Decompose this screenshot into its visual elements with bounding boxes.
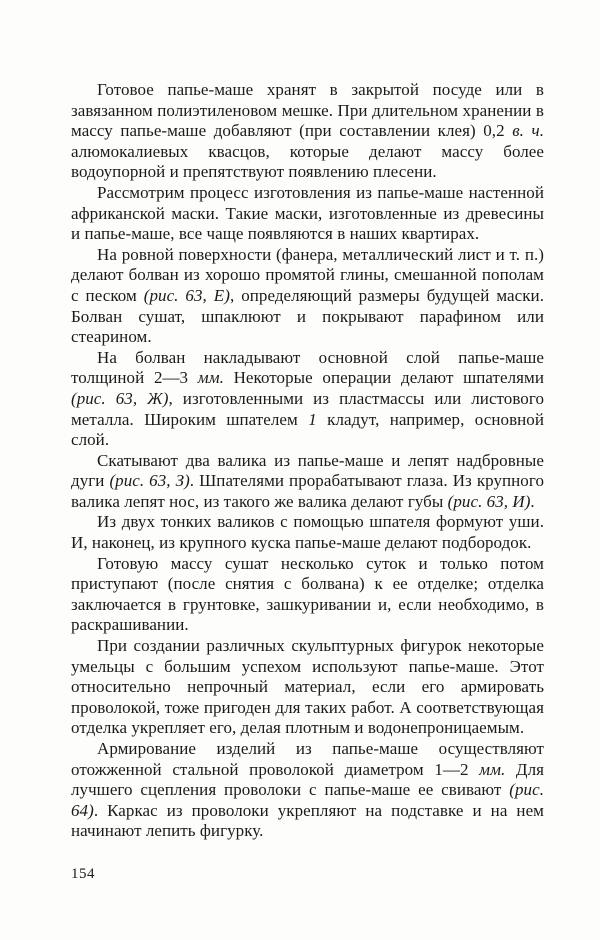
italic-reference: в. ч. xyxy=(512,121,544,141)
page-number: 154 xyxy=(71,866,95,882)
text-run: На болван накладывают основной слой папье-маше толщиной 2—3 xyxy=(71,347,549,388)
text-run: . Каркас из проволоки укрепляют на подставке и на нем начинают лепить фигурку. xyxy=(71,800,549,841)
italic-reference: 1 xyxy=(308,409,317,429)
text-run: . Шпателями прорабатывают глаза. Из крупного валика лепят нос, из такого же валика делают губы xyxy=(71,471,549,511)
text-run: Из двух тонких валиков с помощью шпателя формуют уши. И, наконец, из крупного куска папье-маше делают подбородок. xyxy=(71,512,549,553)
paragraph xyxy=(71,80,549,183)
body-text xyxy=(71,80,549,842)
italic-reference: (рис. 63, И) xyxy=(447,491,531,511)
italic-reference: (рис. 64) xyxy=(71,780,544,820)
paragraph xyxy=(71,347,549,451)
text-run: Рассмотрим процесс изготовления из папье-маше настенной африканской маски. Такие маски, изготовленные из древесины и папье-маше, все чаще появляются в наших квартирах. xyxy=(71,182,549,244)
text-run: , определяющий размеры будущей маски. Болван сушат, шпаклюют и покрывают парафином или стеарином. xyxy=(71,285,549,347)
text-run: алюмокалиевых квасцов, которые делают массу более водоупорной и препятствуют появлению плесени. xyxy=(71,121,549,182)
italic-reference: мм. xyxy=(197,368,224,388)
text-run: Некоторые операции делают шпателями xyxy=(223,368,549,388)
paragraph xyxy=(71,553,549,636)
italic-reference: (рис. 63, З) xyxy=(109,471,190,491)
text-run: Для лучшего сцепления проволоки с папье-маше ее свивают xyxy=(71,759,549,800)
text-run: . xyxy=(530,491,535,511)
text-run: Армирование изделий из папье-маше осуществляют отожженной стальной проволокой диаметром 1—2 xyxy=(71,739,549,779)
text-run: , изготовленными из пластмассы или листового металла. Широким шпателем xyxy=(71,388,549,429)
text-run: Скатывают два валика из папье-маше и лепят надбровные дуги xyxy=(71,450,549,491)
italic-reference: (рис. 63, Ж) xyxy=(71,388,169,408)
text-run: При создании различных скульптурных фигурок некоторые умельцы с большим успехом используют папье-маше. Этот относительно непрочный материал, если его армировать проволокой, тоже пригоден для таких работ. А соответствующая отделка укрепляет его, делая плотным и водонепроницаемым. xyxy=(71,636,549,738)
paragraph xyxy=(71,450,549,513)
italic-reference: (рис. 63, Е) xyxy=(143,285,230,305)
text-run: кладут, например, основной слой. xyxy=(71,409,549,450)
paragraph xyxy=(71,244,549,348)
paragraph xyxy=(71,512,549,553)
paragraph xyxy=(71,636,549,739)
text-run: На ровной поверхности (фанера, металлический лист и т. п.) делают болван из хорошо промятой глины, смешанной пополам с песком xyxy=(71,244,549,305)
italic-reference: мм. xyxy=(479,759,506,779)
text-run: Готовую массу сушат несколько суток и только потом приступают (после снятия с болвана) к ее отделке; отделка заключается в грунтовке, зашкуривании и, если необходимо, в раскрашивании. xyxy=(71,553,549,635)
paragraph xyxy=(71,182,549,245)
text-run: Готовое папье-маше хранят в закрытой посуде или в завязанном полиэтиленовом мешке. При длительном хранении в массу папье-маше добавляют (при составлении клея) 0,2 xyxy=(71,80,549,141)
paragraph xyxy=(71,739,549,842)
